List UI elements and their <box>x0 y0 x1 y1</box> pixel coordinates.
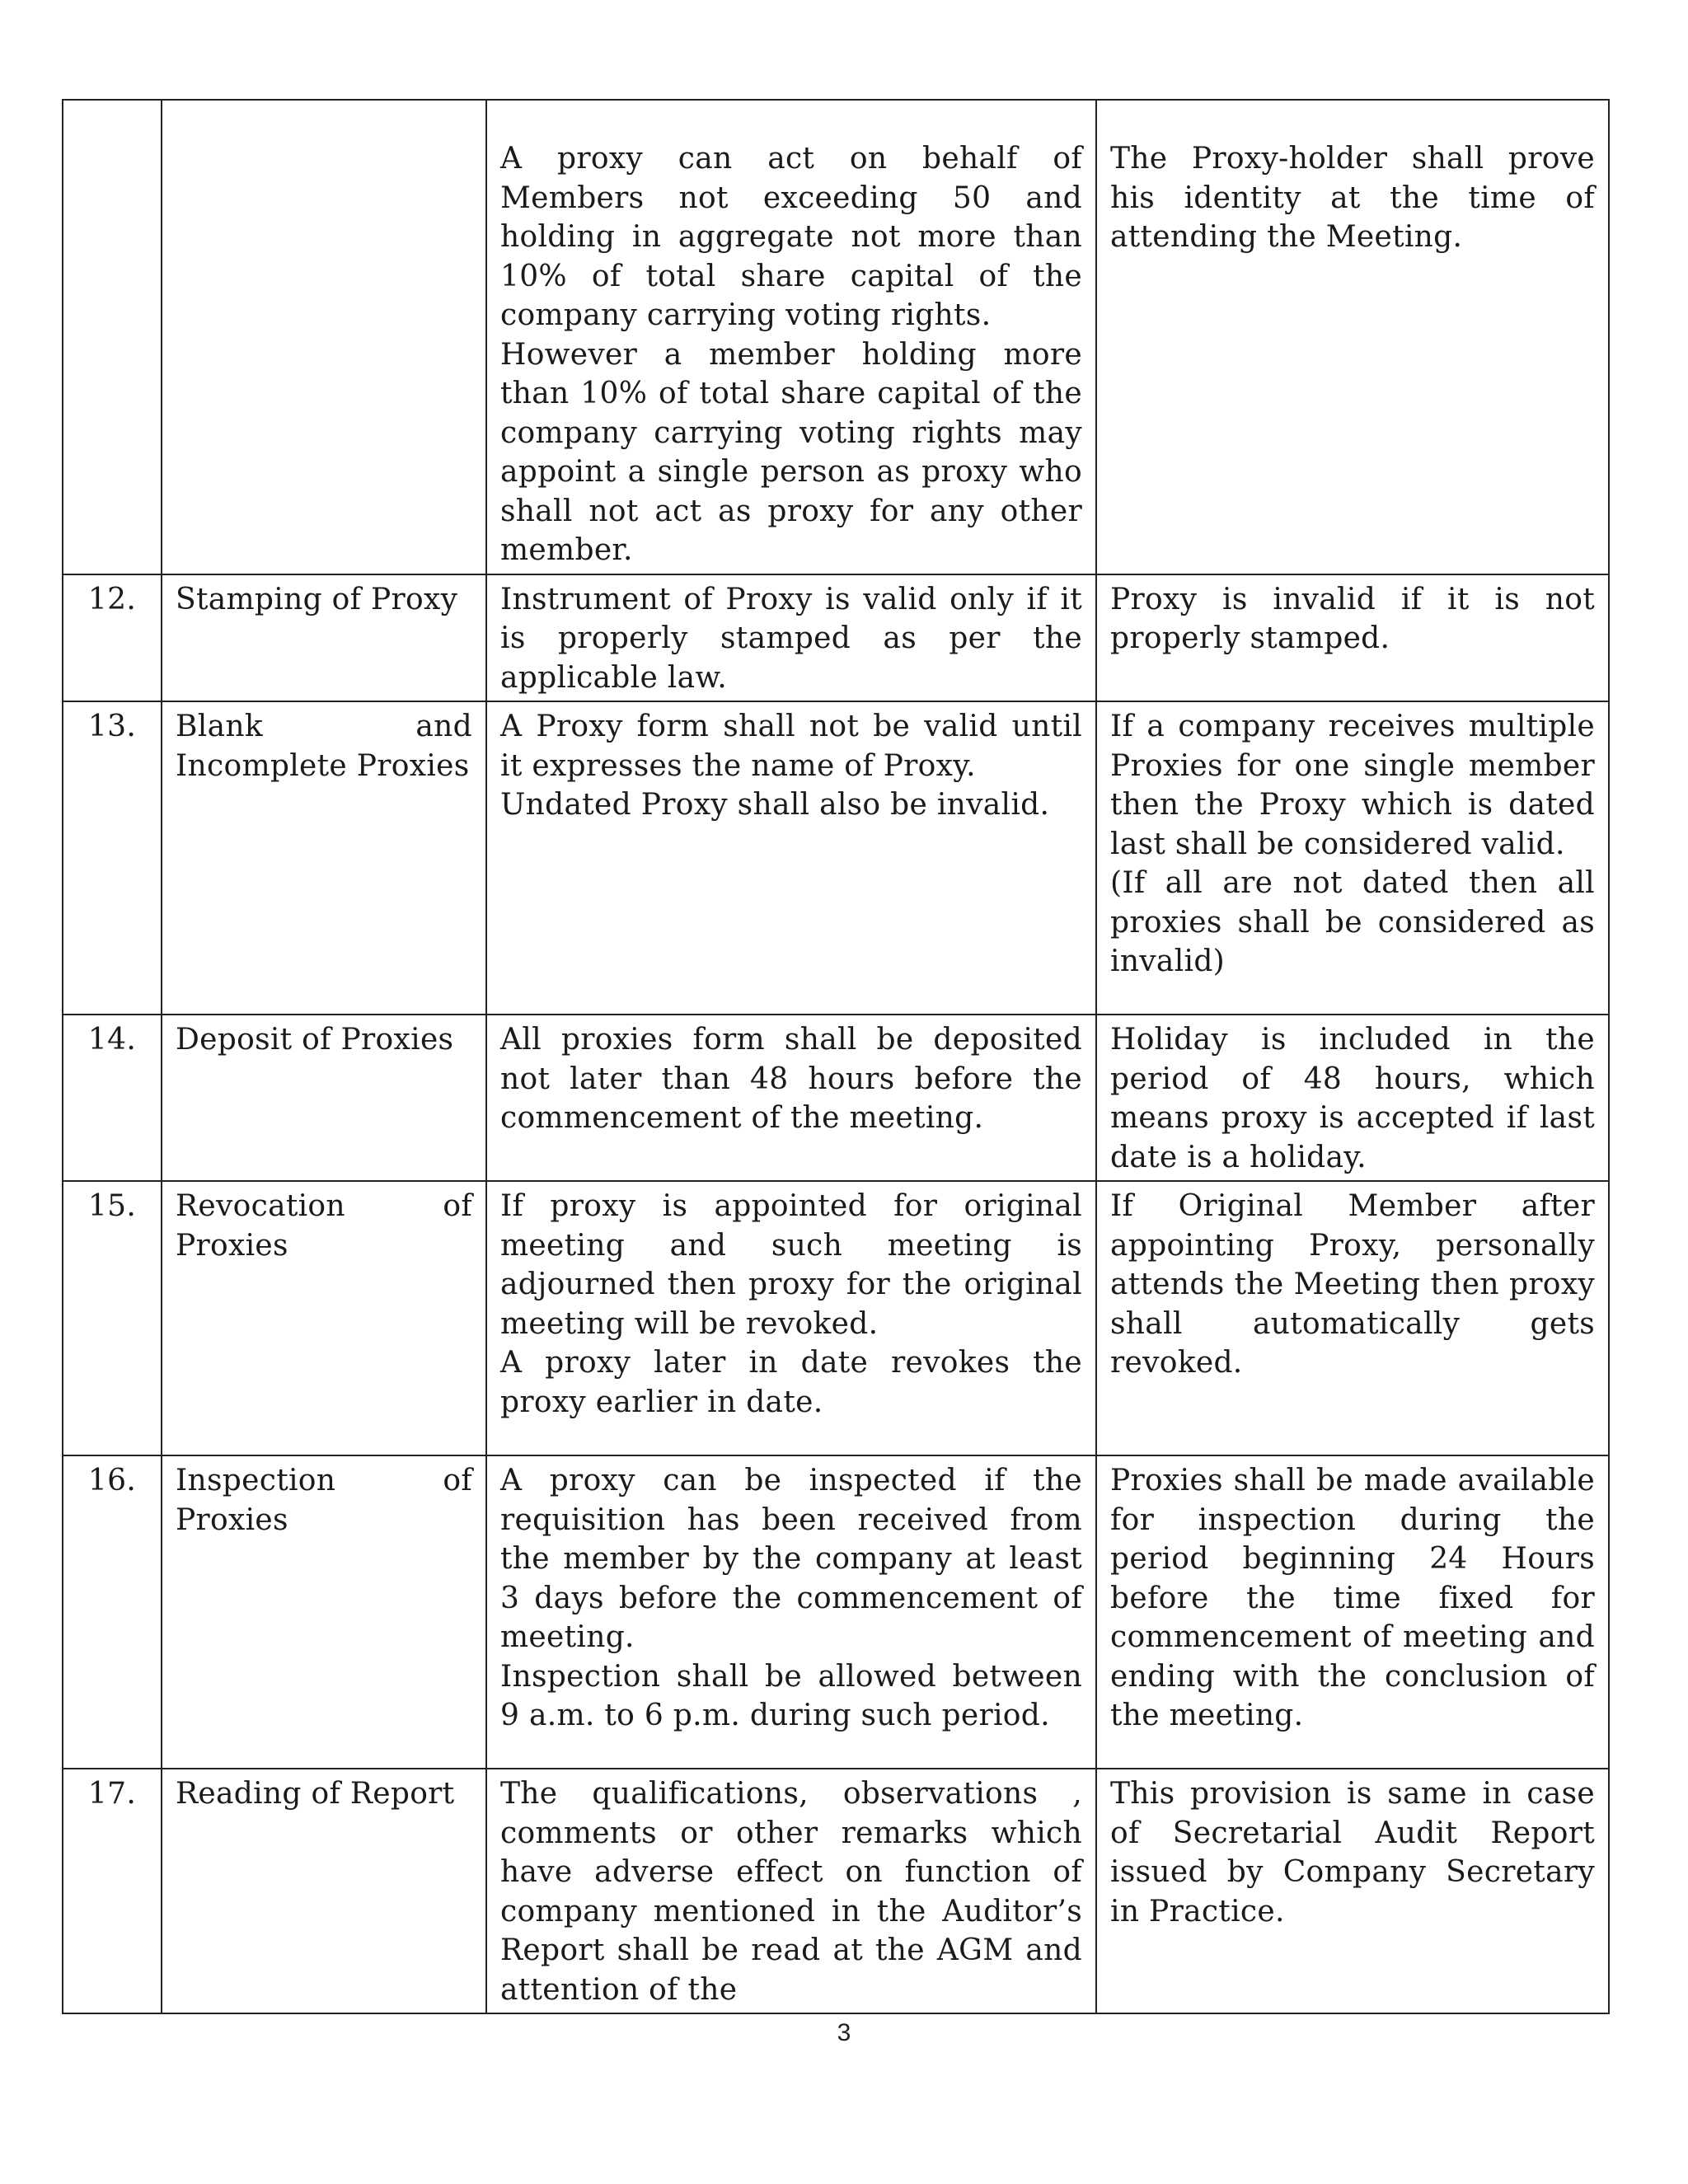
row-remark <box>1096 701 1609 1015</box>
row-provision <box>486 1015 1096 1181</box>
table-row <box>63 574 1609 702</box>
remark-paragraph: Proxy is invalid if it is not properly stamped. <box>1110 582 1595 655</box>
row-particular: Inspection of Proxies <box>162 1455 486 1769</box>
provision-paragraph: All proxies form shall be deposited not later than 48 hours before the commencement of the meeting. <box>500 1023 1082 1135</box>
remark-paragraph: If a company receives multiple Proxies for one single member then the Proxy which is dated last shall be considered valid. <box>1110 710 1595 861</box>
row-number <box>63 100 162 574</box>
provision-paragraph: Inspection shall be allowed between 9 a.m. to 6 p.m. during such period. <box>500 1659 1082 1732</box>
provision-paragraph: A proxy can act on behalf of Members not exceeding 50 and holding in aggregate not more than 10% of total share capital of the company carrying voting rights. <box>500 142 1082 332</box>
provision-paragraph: A Proxy form shall not be valid until it expresses the name of Proxy. <box>500 710 1082 783</box>
table-row <box>63 100 1609 574</box>
provision-paragraph: However a member holding more than 10% of total share capital of the company carrying voting rights may appoint a single person as proxy who shall not act as proxy for any other member. <box>500 337 1082 567</box>
table-row <box>63 1015 1609 1181</box>
page-number: 3 <box>837 2019 851 2046</box>
row-provision <box>486 1769 1096 2013</box>
remark-paragraph: Holiday is included in the period of 48 hours, which means proxy is accepted if last date is a holiday. <box>1110 1023 1595 1174</box>
row-provision <box>486 1455 1096 1769</box>
row-provision <box>486 1181 1096 1455</box>
row-provision <box>486 100 1096 574</box>
row-provision <box>486 574 1096 702</box>
row-number: 15. <box>63 1181 162 1455</box>
row-number: 17. <box>63 1769 162 2013</box>
provision-paragraph: If proxy is appointed for original meeting and such meeting is adjourned then proxy for the original meeting will be revoked. <box>500 1189 1082 1341</box>
provisions-table <box>62 99 1610 2014</box>
provision-paragraph: Undated Proxy shall also be invalid. <box>500 788 1050 822</box>
row-number: 14. <box>63 1015 162 1181</box>
row-number: 12. <box>63 574 162 702</box>
table-row <box>63 1181 1609 1455</box>
row-remark <box>1096 1455 1609 1769</box>
row-particular: Blank and Incomplete Proxies <box>162 701 486 1015</box>
remark-paragraph: This provision is same in case of Secretarial Audit Report issued by Company Secretary in Practice. <box>1110 1777 1595 1929</box>
table-row <box>63 701 1609 1015</box>
remark-paragraph: Proxies shall be made available for inspection during the period beginning 24 Hours before the time fixed for commencement of meeting and ending with the conclusion of the meeting. <box>1110 1464 1595 1732</box>
row-particular: Revocation of Proxies <box>162 1181 486 1455</box>
provision-paragraph: Instrument of Proxy is valid only if it is properly stamped as per the applicable law. <box>500 582 1082 695</box>
row-remark <box>1096 574 1609 702</box>
remark-paragraph: If Original Member after appointing Proxy, personally attends the Meeting then proxy shall automatically gets revoked. <box>1110 1189 1595 1380</box>
row-particular: Deposit of Proxies <box>162 1015 486 1181</box>
row-provision <box>486 701 1096 1015</box>
row-remark <box>1096 1769 1609 2013</box>
remark-paragraph: The Proxy-holder shall prove his identity at the time of attending the Meeting. <box>1110 142 1595 254</box>
provision-paragraph: The qualifications, observations , comments or other remarks which have adverse effect on function of company mentioned in the Auditor’s Report shall be read at the AGM and attention of the <box>500 1777 1082 2007</box>
row-number: 13. <box>63 701 162 1015</box>
table-row <box>63 1455 1609 1769</box>
provision-paragraph: A proxy later in date revokes the proxy earlier in date. <box>500 1346 1082 1419</box>
row-remark <box>1096 100 1609 574</box>
row-particular: Stamping of Proxy <box>162 574 486 702</box>
provision-paragraph: A proxy can be inspected if the requisition has been received from the member by the company at least 3 days before the commencement of meeting. <box>500 1464 1082 1654</box>
remark-paragraph: (If all are not dated then all proxies shall be considered as invalid) <box>1110 866 1595 978</box>
row-particular <box>162 100 486 574</box>
table-row <box>63 1769 1609 2013</box>
row-number: 16. <box>63 1455 162 1769</box>
row-remark <box>1096 1015 1609 1181</box>
row-remark <box>1096 1181 1609 1455</box>
row-particular: Reading of Report <box>162 1769 486 2013</box>
